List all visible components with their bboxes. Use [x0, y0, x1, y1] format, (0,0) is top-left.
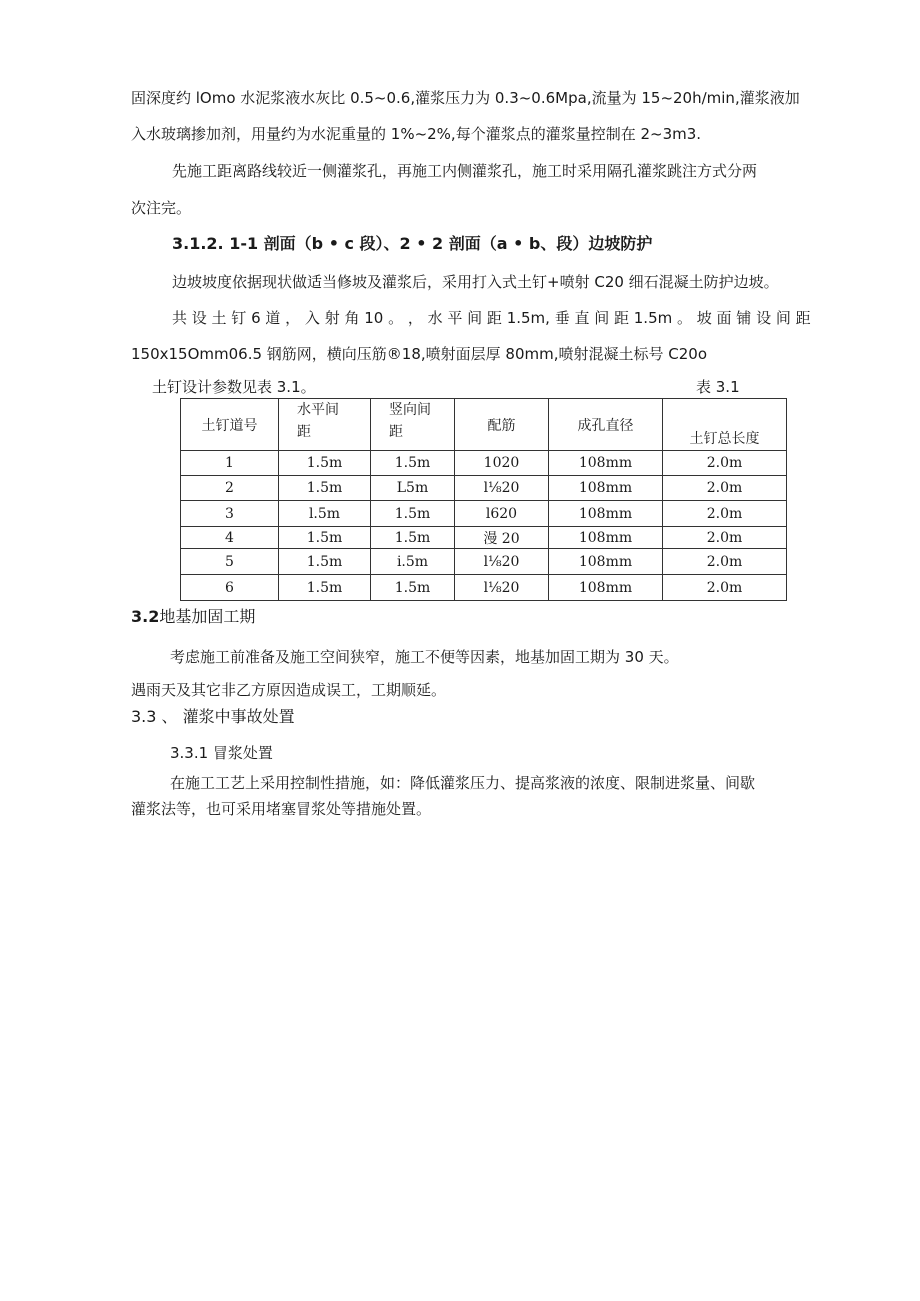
table-cell: 108mm [549, 501, 663, 527]
header-text: 距 [389, 424, 403, 440]
paragraph-line: 考虑施工前准备及施工空间狭窄，施工不便等因素，地基加固工期为 30 天。 [170, 648, 679, 666]
section-number: 3.2 [131, 607, 160, 626]
header-text: 水平间 [297, 402, 339, 418]
table-cell: 108mm [549, 575, 663, 601]
table-cell: l⅛20 [455, 575, 549, 601]
table-header-row [181, 399, 787, 451]
table-cell: 2.0m [663, 527, 787, 549]
paragraph-line: 边坡坡度依据现状做适当修坡及灌浆后，采用打入式土钉+喷射 C20 细石混凝土防护边坡。 [172, 273, 779, 291]
table-cell: 1.5m [371, 575, 455, 601]
table-cell: L5m [371, 476, 455, 501]
table-cell: 2.0m [663, 501, 787, 527]
paragraph-line: 共 设 土 钉 6 道 ， 入 射 角 10 。 ， 水 平 间 距 1.5m, 垂 直 间 距 1.5m 。 坡 面 铺 设 间 距 [172, 309, 811, 327]
paragraph-line: 遇雨天及其它非乙方原因造成误工，工期顺延。 [131, 681, 447, 699]
header-text: 距 [297, 424, 311, 440]
table-cell: 108mm [549, 476, 663, 501]
paragraph-line: 在施工工艺上采用控制性措施，如：降低灌浆压力、提高浆液的浓度、限制进浆量、间歇 [170, 774, 756, 792]
table-cell: 2.0m [663, 549, 787, 575]
header-total-length: 土钉总长度 [663, 399, 787, 451]
table-cell: 3 [181, 501, 279, 527]
table-cell: 1.5m [279, 527, 371, 549]
section-heading-3-3-1: 3.3.1 冒浆处置 [170, 744, 273, 762]
paragraph-line: 150x15Omm06.5 钢筋网，横向压筋®18,喷射面层厚 80mm,喷射混凝土标号 C20o [131, 345, 708, 363]
table-cell: 1.5m [279, 549, 371, 575]
header-horizontal-spacing [279, 399, 371, 451]
table-row [181, 501, 787, 527]
table-cell: 108mm [549, 451, 663, 476]
table-cell: 1.5m [371, 527, 455, 549]
table-cell: l620 [455, 501, 549, 527]
table-cell: 1020 [455, 451, 549, 476]
paragraph-line: 次注完。 [131, 199, 192, 217]
table-caption: 土钉设计参数见表 3.1。 [152, 378, 316, 396]
table-cell: 2.0m [663, 575, 787, 601]
table-cell: 1.5m [279, 575, 371, 601]
table-cell: 1 [181, 451, 279, 476]
table-row [181, 476, 787, 501]
table-label: 表 3.1 [696, 378, 740, 396]
soil-nail-parameter-table [180, 398, 787, 601]
table-cell: 2.0m [663, 451, 787, 476]
table-row [181, 451, 787, 476]
table-cell: 漫 20 [455, 527, 549, 549]
paragraph-line: 入水玻璃掺加剂，用量约为水泥重量的 1%~2%,每个灌浆点的灌浆量控制在 2~3m3. [131, 125, 702, 143]
table-cell: i.5m [371, 549, 455, 575]
header-text: 竖向间 [389, 402, 431, 418]
table-cell: 2.0m [663, 476, 787, 501]
table-cell: 1.5m [279, 476, 371, 501]
table-cell: 1.5m [279, 451, 371, 476]
table-cell: l⅛20 [455, 549, 549, 575]
header-vertical-spacing [371, 399, 455, 451]
table-row [181, 575, 787, 601]
paragraph-line: 先施工距离路线较近一侧灌浆孔，再施工内侧灌浆孔，施工时采用隔孔灌浆跳注方式分两 [172, 162, 758, 180]
table-row [181, 527, 787, 549]
paragraph-line: 固深度约 lOmo 水泥浆液水灰比 0.5~0.6,灌浆压力为 0.3~0.6Mpa,流量为 15~20h∕min,灌浆液加 [131, 89, 800, 107]
table-cell: 1.5m [371, 501, 455, 527]
table-cell: 5 [181, 549, 279, 575]
header-reinforcement: 配筋 [455, 399, 549, 451]
table-cell: 108mm [549, 549, 663, 575]
table-row [181, 549, 787, 575]
section-heading-3-2 [131, 607, 255, 627]
table-cell: l⅛20 [455, 476, 549, 501]
section-heading-3-3: 3.3 、 灌浆中事故处置 [131, 707, 295, 726]
table-cell: 1.5m [371, 451, 455, 476]
table-cell: 2 [181, 476, 279, 501]
table-cell: 108mm [549, 527, 663, 549]
table-cell: 4 [181, 527, 279, 549]
section-title: 地基加固工期 [159, 607, 256, 626]
header-hole-diameter: 成孔直径 [549, 399, 663, 451]
section-heading-3-1-2: 3.1.2. 1-1 剖面（b • c 段）、2 • 2 剖面（a • b、段）边坡防护 [172, 234, 653, 253]
header-nail-number: 土钉道号 [181, 399, 279, 451]
table-cell: 6 [181, 575, 279, 601]
table-cell: l.5m [279, 501, 371, 527]
paragraph-line: 灌浆法等，也可采用堵塞冒浆处等措施处置。 [131, 800, 432, 818]
